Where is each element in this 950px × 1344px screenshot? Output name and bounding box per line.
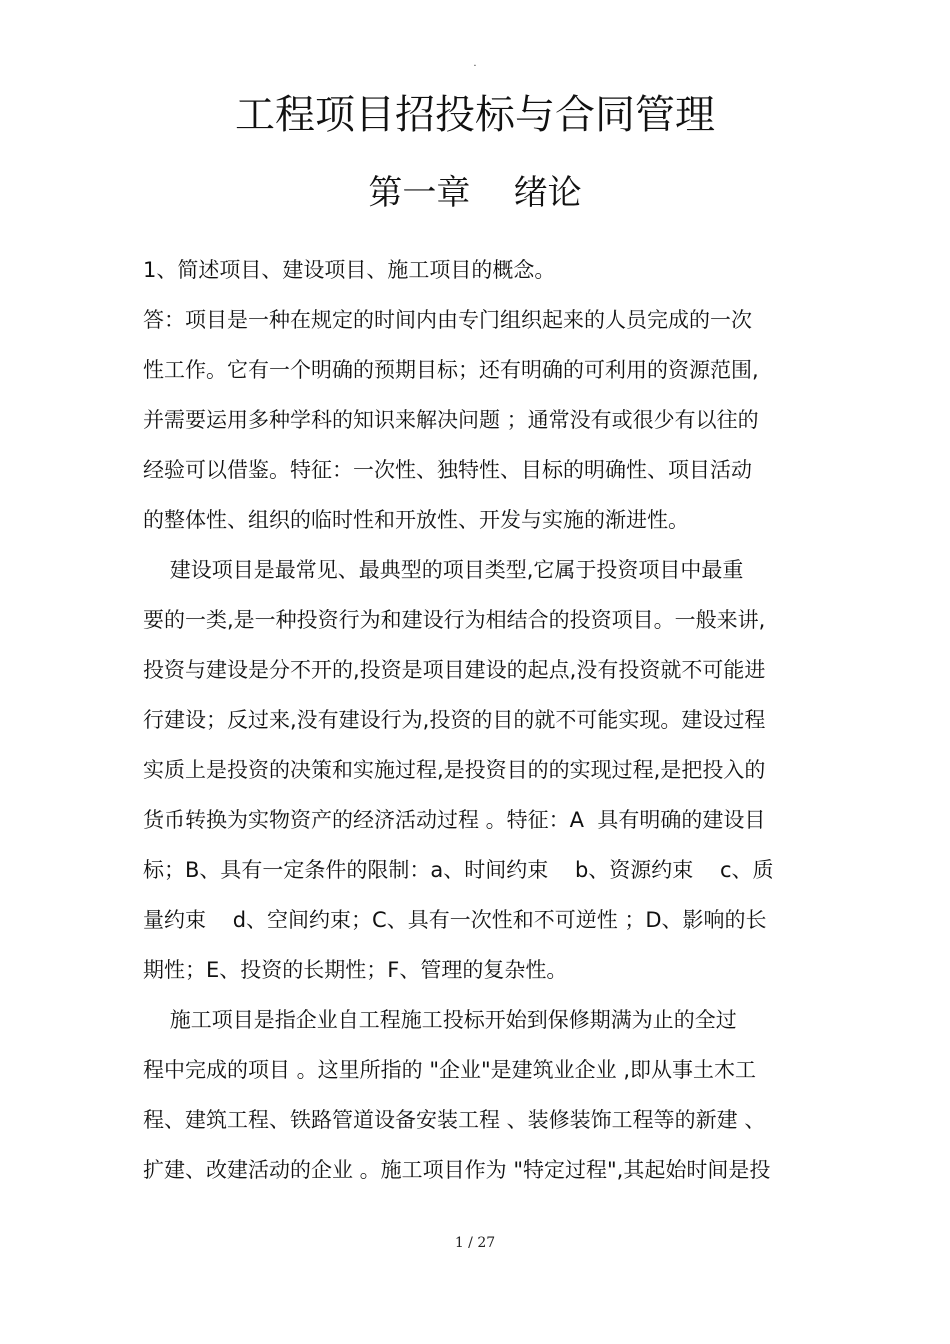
text-line: 程、建筑工程、铁路管道设备安装工程 、装修装饰工程等的新建 、	[143, 1108, 766, 1132]
text-line: 货币转换为实物资产的经济活动过程 。特征：A 具有明确的建设目	[143, 808, 766, 832]
text-line: 答：项目是一种在规定的时间内由专门组织起来的人员完成的一次	[143, 308, 752, 332]
text-line: 性工作。它有一个明确的预期目标；还有明确的可利用的资源范围,	[143, 358, 759, 382]
text-line: 的整体性、组织的临时性和开放性、开发与实施的渐进性。	[143, 508, 689, 532]
text-line: 标；B、具有一定条件的限制：a、时间约束 b、资源约束 c、质	[143, 858, 774, 882]
text-line: 期性；E、投资的长期性；F、管理的复杂性。	[143, 958, 568, 982]
page-number: 1 / 27	[454, 1235, 496, 1251]
text-line: 施工项目是指企业自工程施工投标开始到保修期满为止的全过	[143, 1008, 737, 1032]
document-title: 工程项目招投标与合同管理	[235, 92, 715, 138]
text-line: 扩建、改建活动的企业 。施工项目作为 "特定过程",其起始时间是投	[143, 1158, 771, 1182]
body-text	[143, 245, 808, 1195]
text-line: 建设项目是最常见、最典型的项目类型,它属于投资项目中最重	[143, 558, 744, 582]
text-line: 实质上是投资的决策和实施过程,是投资目的的实现过程,是把投入的	[143, 758, 766, 782]
text-line: 投资与建设是分不开的,投资是项目建设的起点,没有投资就不可能进	[143, 658, 766, 682]
text-line: 要的一类,是一种投资行为和建设行为相结合的投资项目。一般来讲,	[143, 608, 766, 632]
text-line: 并需要运用多种学科的知识来解决问题 ；通常没有或很少有以往的	[143, 408, 759, 432]
text-line: 1、简述项目、建设项目、施工项目的概念。	[143, 258, 556, 282]
text-line: 经验可以借鉴。特征：一次性、独特性、目标的明确性、项目活动	[143, 458, 752, 482]
chapter-title: 第一章 绪论	[368, 173, 582, 213]
text-line: 量约束 d、空间约束；C、具有一次性和不可逆性 ；D、影响的长	[143, 908, 767, 932]
text-line: 行建设；反过来,没有建设行为,投资的目的就不可能实现。建设过程	[143, 708, 766, 732]
header-mark: .	[473, 58, 477, 69]
text-line: 程中完成的项目 。这里所指的 "企业"是建筑业企业 ,即从事土木工	[143, 1058, 757, 1082]
